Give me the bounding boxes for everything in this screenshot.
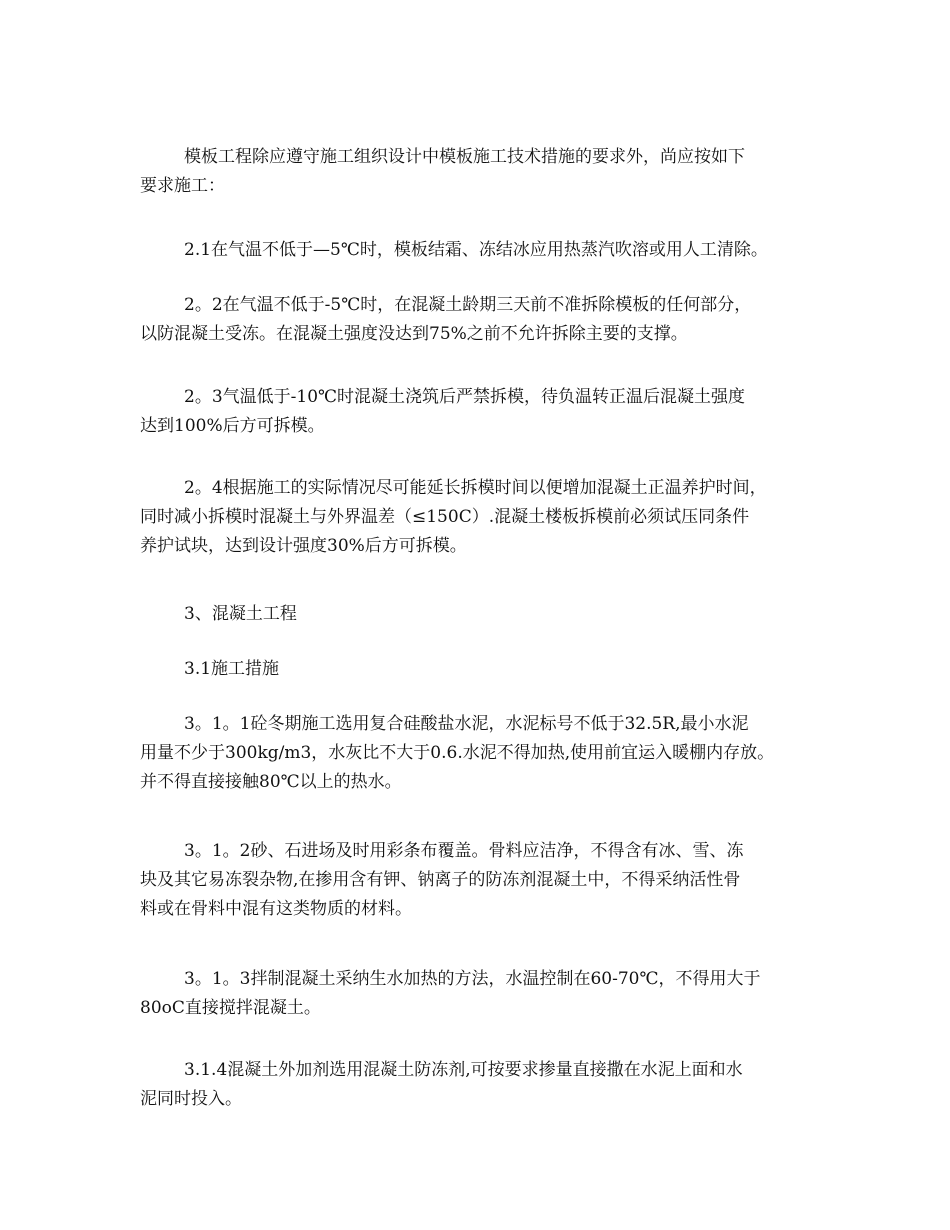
text-line: 3。1。1砼冬期施工选用复合硅酸盐水泥，水泥标号不低于32.5R,最小水泥 bbox=[184, 714, 749, 734]
text-line: 用量不少于300kg/m3，水灰比不大于0.6.水泥不得加热,使用前宜运入暖棚内存放。 bbox=[140, 743, 775, 763]
text-line: 2。2在气温不低于-5℃时，在混凝土龄期三天前不准拆除模板的任何部分， bbox=[184, 295, 752, 315]
text-line: 达到100%后方可拆模。 bbox=[140, 416, 325, 436]
text-line: 3.1施工措施 bbox=[184, 659, 280, 679]
paragraph-item-3-1-4 bbox=[140, 1056, 820, 1114]
text-line: 2。3气温低于-10℃时混凝土浇筑后严禁拆模，待负温转正温后混凝土强度 bbox=[184, 387, 746, 407]
text-line: 料或在骨料中混有这类物质的材料。 bbox=[140, 899, 412, 919]
text-line: 3。1。3拌制混凝土采纳生水加热的方法，水温控制在60-70℃，不得用大于 bbox=[184, 969, 761, 989]
paragraph-item-2-4 bbox=[140, 474, 820, 561]
text-line: 3、混凝土工程 bbox=[184, 604, 297, 624]
paragraph-item-3-1-1 bbox=[140, 710, 820, 797]
paragraph-item-3-1-2 bbox=[140, 837, 820, 924]
paragraph-intro bbox=[140, 143, 820, 201]
text-line: 模板工程除应遵守施工组织设计中模板施工技术措施的要求外，尚应按如下 bbox=[184, 147, 745, 167]
text-line: 要求施工： bbox=[140, 176, 225, 196]
paragraph-item-3-1-3 bbox=[140, 965, 820, 1023]
text-line: 以防混凝土受冻。在混凝土强度没达到75%之前不允许拆除主要的支撑。 bbox=[140, 324, 688, 344]
paragraph-item-2-2 bbox=[140, 291, 820, 349]
text-line: 2.1在气温不低于—5℃时，模板结霜、冻结冰应用热蒸汽吹溶或用人工清除。 bbox=[184, 240, 768, 260]
section-heading-3 bbox=[140, 600, 820, 629]
section-heading-3-1 bbox=[140, 655, 820, 684]
paragraph-item-2-1 bbox=[140, 236, 820, 265]
text-line: 同时减小拆模时混凝土与外界温差（≤150C）.混凝土楼板拆模前必须试压同条件 bbox=[140, 507, 750, 527]
text-line: 泥同时投入。 bbox=[140, 1089, 242, 1109]
text-line: 块及其它易冻裂杂物,在掺用含有钾、钠离子的防冻剂混凝土中，不得采纳活性骨 bbox=[140, 870, 741, 890]
text-line: 80oC直接搅拌混凝土。 bbox=[140, 998, 321, 1018]
text-line: 3。1。2砂、石进场及时用彩条布覆盖。骨料应洁净，不得含有冰、雪、冻 bbox=[184, 841, 744, 861]
paragraph-item-2-3 bbox=[140, 383, 820, 441]
text-line: 3.1.4混凝土外加剂选用混凝土防冻剂,可按要求掺量直接撒在水泥上面和水 bbox=[184, 1060, 743, 1080]
text-line: 养护试块，达到设计强度30%后方可拆模。 bbox=[140, 536, 467, 556]
text-line: 2。4根据施工的实际情况尽可能延长拆模时间以便增加混凝土正温养护时间， bbox=[184, 478, 767, 498]
text-line: 并不得直接接触80℃以上的热水。 bbox=[140, 772, 402, 792]
